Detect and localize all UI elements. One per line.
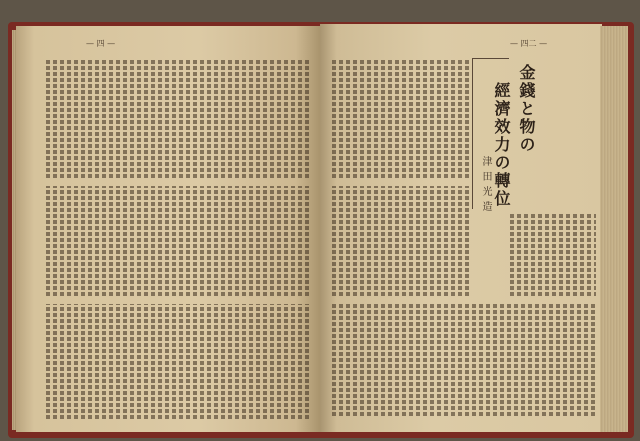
left-page-number: — 四 — xyxy=(86,39,116,48)
article-author: 津田光造 xyxy=(480,156,491,216)
right-text-middle xyxy=(332,186,472,296)
left-text-upper xyxy=(46,58,312,178)
article-title-line2: 經濟效力の轉位 xyxy=(492,82,511,208)
right-text-lower xyxy=(332,304,596,416)
right-text-upper xyxy=(332,58,472,178)
right-text-below-title xyxy=(510,214,596,296)
article-title-line1: 金錢と物の xyxy=(517,64,536,154)
right-page-edges xyxy=(600,26,628,432)
right-page xyxy=(320,24,602,432)
left-text-lower xyxy=(46,304,312,419)
left-text-middle xyxy=(46,186,312,296)
left-page xyxy=(16,26,320,432)
right-page-number: — 四二 — xyxy=(510,39,548,48)
